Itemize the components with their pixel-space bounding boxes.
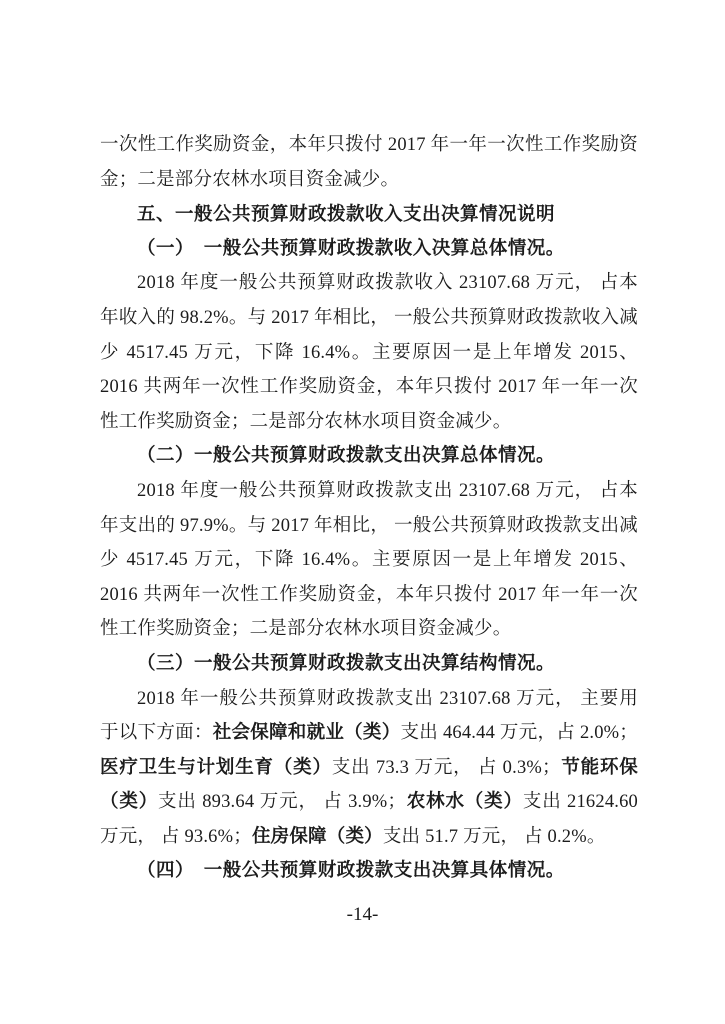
paragraph: [100, 474, 638, 647]
bold-text-segment: （三）一般公共预算财政拨款支出决算结构情况。: [137, 653, 556, 674]
section-heading: [100, 232, 638, 267]
bold-text-segment: 社会保障和就业（类）: [212, 723, 401, 744]
paragraph: [100, 682, 638, 855]
bold-text-segment: 五、一般公共预算财政拨款收入支出决算情况说明: [137, 203, 556, 225]
text-segment: 支出 464.44 万元，占 2.0%；: [400, 723, 638, 744]
bold-text-segment: 医疗卫生与计划生育（类）: [100, 757, 332, 778]
section-heading: [100, 647, 638, 682]
text-segment: 2018 年度一般公共预算财政拨款收入 23107.68 万元， 占本年收入的 98.2%。与 2017 年相比， 一般公共预算财政拨款收入减少 4517.45 万元，下降 16.4%。主要原因一是上年增发 2015、2016 共两年一次性工作奖励资金，本年只拨付 2017 年一年一次性工作奖励资金；二是部分农林水项目资金减少。: [100, 273, 638, 432]
text-segment: 支出 51.7 万元， 占 0.2%。: [382, 826, 606, 847]
bold-text-segment: （四） 一般公共预算财政拨款支出决算具体情况。: [137, 861, 565, 882]
text-segment: 支出 893.64 万元， 占 3.9%；: [158, 792, 407, 813]
text-segment: 2018 年一般公共预算财政拨款支出 23107.68 万元， 主要用于以下方面：: [100, 688, 638, 744]
bold-text-segment: 节能环保（类）: [100, 757, 638, 813]
section-heading: [100, 439, 638, 474]
text-segment: 一次性工作奖励资金，本年只拨付 2017 年一年一次性工作奖励资金；二是部分农林水项目资金减少。: [100, 135, 638, 190]
bold-text-segment: （一） 一般公共预算财政拨款收入决算总体情况。: [137, 238, 565, 259]
text-segment: 支出 21624.60 万元， 占 93.6%；: [100, 792, 638, 847]
document-body: [100, 128, 638, 889]
section-heading: [100, 854, 638, 889]
bold-text-segment: 农林水（类）: [406, 792, 523, 813]
text-segment: 2018 年度一般公共预算财政拨款支出 23107.68 万元， 占本年支出的 97.9%。与 2017 年相比， 一般公共预算财政拨款支出减少 4517.45 万元，下降 16.4%。主要原因一是上年增发 2015、2016 共两年一次性工作奖励资金，本年只拨付 2017 年一年一次性工作奖励资金；二是部分农林水项目资金减少。: [100, 480, 638, 640]
bold-text-segment: 住房保障（类）: [251, 826, 383, 847]
page-number: -14-: [346, 904, 379, 925]
paragraph: [100, 266, 638, 439]
paragraph: [100, 128, 638, 197]
bold-text-segment: （二）一般公共预算财政拨款支出决算总体情况。: [137, 446, 556, 467]
text-segment: 支出 73.3 万元， 占 0.3%；: [331, 757, 561, 778]
section-heading: [100, 197, 638, 232]
